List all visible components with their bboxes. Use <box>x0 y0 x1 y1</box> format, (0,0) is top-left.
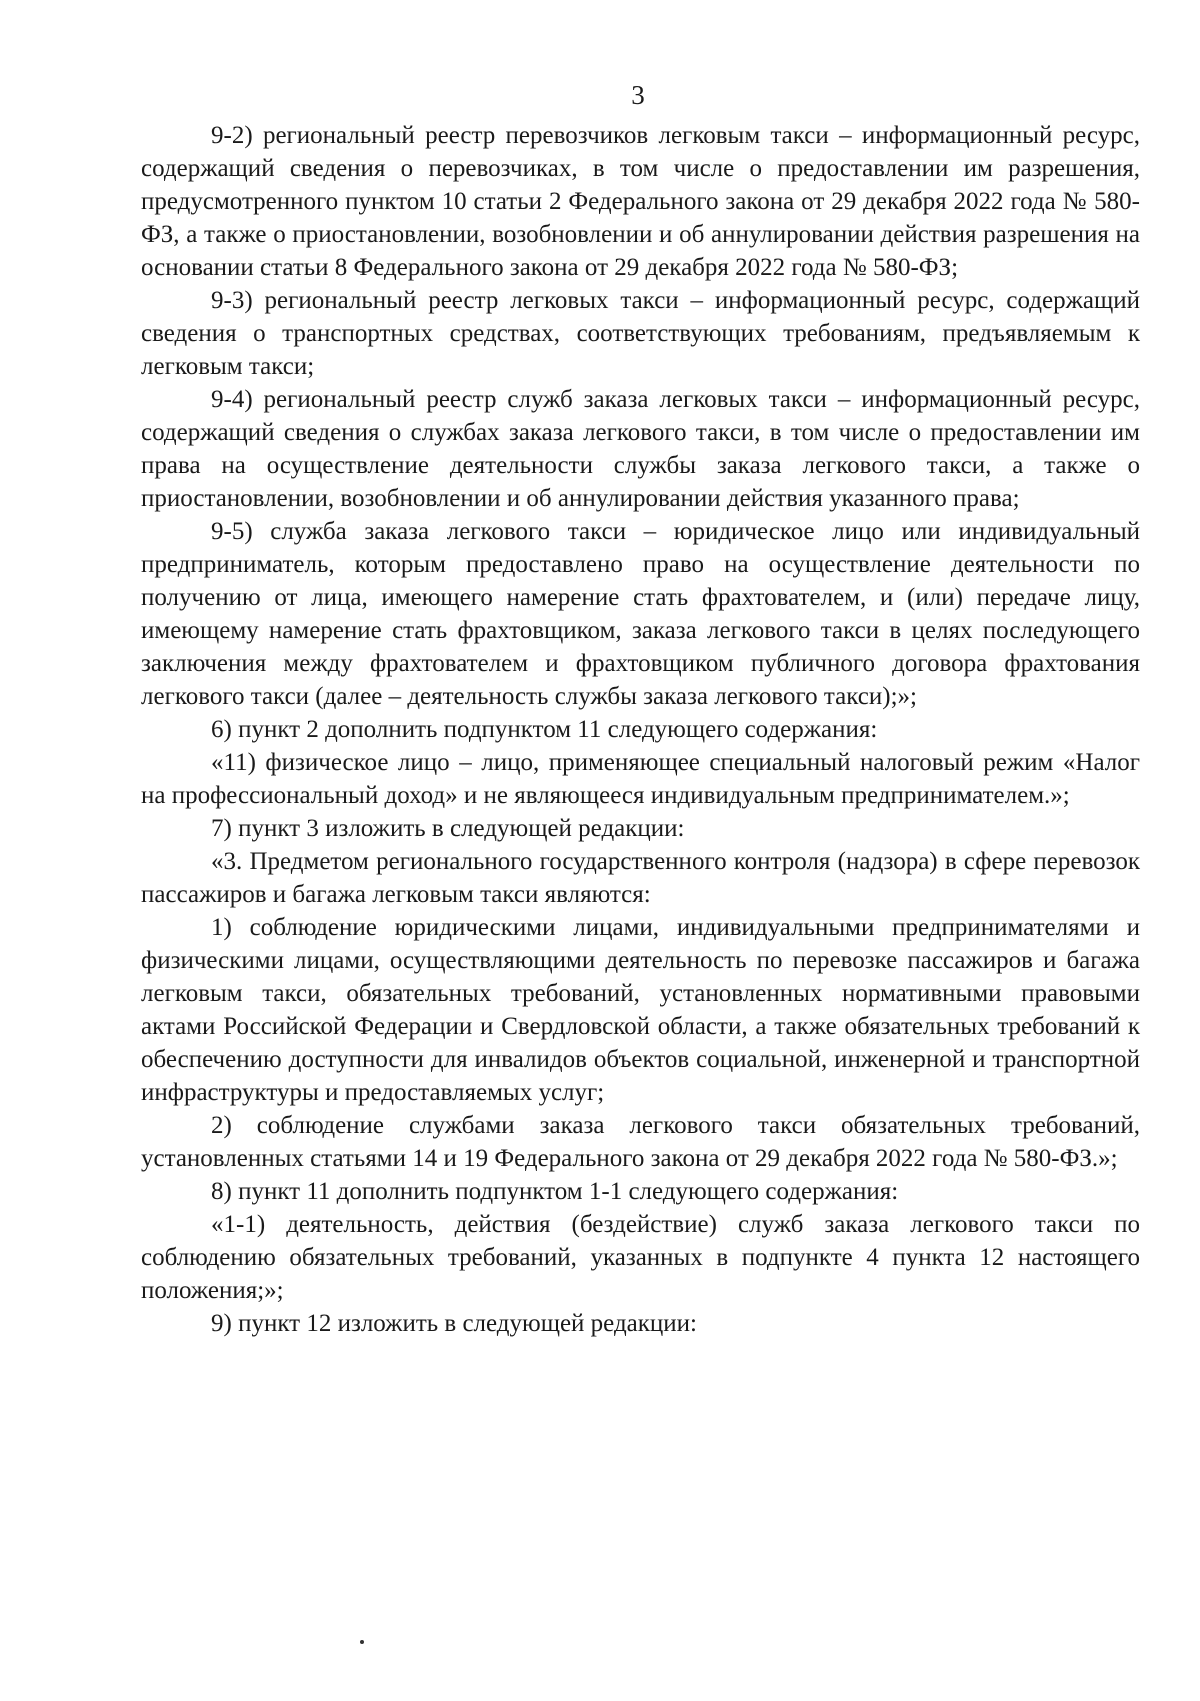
paragraph-item-9: 9) пункт 12 изложить в следующей редакции: <box>211 1310 697 1337</box>
paragraph-clause-3-1: 1) соблюдение юридическими лицами, индивидуальными предпринимателями и физическими лицами, осуществляющими деятельность по перевозке пассажиров и багажа легковым такси, обязательных требований, установленных нормативными правовыми актами Российской Федерации и Свердловской области, а также обязательных требований к обеспечению доступности для инвалидов объектов социальной, инженерной и транспортной инфраструктуры и предоставляемых услуг; <box>141 914 1140 1106</box>
paragraph-clause-3-2: 2) соблюдение службами заказа легкового такси обязательных требований, установленных статьями 14 и 19 Федерального закона от 29 декабря 2022 года № 580-ФЗ.»; <box>141 1112 1140 1172</box>
document-body <box>141 119 1140 1340</box>
page-number: 3 <box>631 80 645 110</box>
paragraph-subitem-1-1: «1-1) деятельность, действия (бездействие) служб заказа легкового такси по соблюдению обязательных требований, указанных в подпункте 4 пункта 12 настоящего положения;»; <box>141 1211 1140 1304</box>
paragraph-subitem-11: «11) физическое лицо – лицо, применяющее специальный налоговый режим «Налог на профессиональный доход» и не являющееся индивидуальным предпринимателем.»; <box>141 749 1140 809</box>
paragraph-9-5: 9-5) служба заказа легкового такси – юридическое лицо или индивидуальный предприниматель, которым предоставлено право на осуществление деятельности по получению от лица, имеющего намерение стать фрахтователем, и (или) передаче лицу, имеющему намерение стать фрахтовщиком, заказа легкового такси в целях последующего заключения между фрахтователем и фрахтовщиком публичного договора фрахтования легкового такси (далее – деятельность службы заказа легкового такси);»; <box>141 518 1140 710</box>
paragraph-item-6: 6) пункт 2 дополнить подпунктом 11 следующего содержания: <box>211 716 878 743</box>
paragraph-item-7: 7) пункт 3 изложить в следующей редакции: <box>211 815 685 842</box>
paragraph-9-2: 9-2) региональный реестр перевозчиков легковым такси – информационный ресурс, содержащий сведения о перевозчиках, в том числе о предоставлении им разрешения, предусмотренного пунктом 10 статьи 2 Федерального закона от 29 декабря 2022 года № 580-ФЗ, а также о приостановлении, возобновлении и об аннулировании действия разрешения на основании статьи 8 Федерального закона от 29 декабря 2022 года № 580-ФЗ; <box>141 122 1140 281</box>
paragraph-item-8: 8) пункт 11 дополнить подпунктом 1-1 следующего содержания: <box>211 1178 899 1205</box>
paragraph-9-3: 9-3) региональный реестр легковых такси – информационный ресурс, содержащий сведения о транспортных средствах, соответствующих требованиям, предъявляемым к легковым такси; <box>141 287 1140 380</box>
paragraph-clause-3: «3. Предметом регионального государственного контроля (надзора) в сфере перевозок пассажиров и багажа легковым такси являются: <box>141 848 1140 908</box>
scan-speck <box>360 1640 364 1644</box>
paragraph-9-4: 9-4) региональный реестр служб заказа легковых такси – информационный ресурс, содержащий сведения о службах заказа легкового такси, в том числе о предоставлении им права на осуществление деятельности службы заказа легкового такси, а также о приостановлении, возобновлении и об аннулировании действия указанного права; <box>141 386 1140 512</box>
